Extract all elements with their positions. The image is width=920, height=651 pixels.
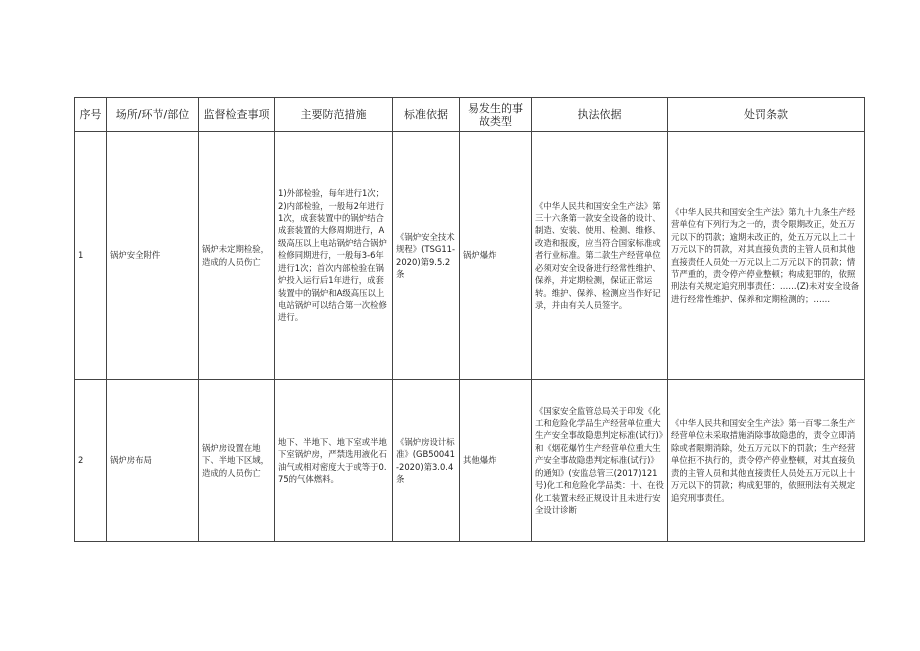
header-standard: 标准依据 [393, 98, 460, 132]
row-standard: 《锅炉安全技术规程》(TSG11-2020)第9.5.2条 [393, 132, 460, 380]
row-place: 锅炉安全附件 [107, 132, 199, 380]
row-penalty: 《中华人民共和国安全生产法》第一百零二条生产经营单位未采取措施消除事故隐患的，责令立即消除或者限期消除，处五万元以下的罚款；生产经营单位拒不执行的，责令停产停业整顿，对其直接负责的主管人员和其他直接责任人员处五万元以上十万元以下的罚款；构成犯罪的，依照刑法有关规定追究刑事责任。 [668, 380, 865, 542]
row-law: 《国家安全监管总局关于印发《化工和危险化学品生产经营单位重大生产安全事故隐患判定标准(试行)》和《烟花爆竹生产经营单位重大生产安全事故隐患判定标准(试行)》的通知》(安监总管三(2017)121号)化工和危险化学品类：十、在役化工装置未经正规设计且未进行安全设计诊断 [532, 380, 668, 542]
row-accident: 其他爆炸 [460, 380, 532, 542]
row-place: 锅炉房布局 [107, 380, 199, 542]
row-measures: 1)外部检验，每年进行1次；2)内部检验，一般每2年进行1次，成套装置中的锅炉结合成套装置的大修周期进行，A级高压以上电站锅炉结合锅炉检修同期进行，一般每3-6年进行1次；首次内部检验在锅炉投入运行后1年进行，成套装置中的锅炉和A级高压以上电站锅炉可以结合第一次检修进行。 [275, 132, 393, 380]
table-row [75, 380, 865, 542]
header-measures: 主要防范措施 [275, 98, 393, 132]
row-item: 锅炉房设置在地下、半地下区域，造成的人员伤亡 [199, 380, 275, 542]
inspection-table [74, 97, 865, 542]
header-penalty: 处罚条款 [668, 98, 865, 132]
row-accident: 锅炉爆炸 [460, 132, 532, 380]
row-standard: 《锅炉房设计标准》(GB50041-2020)第3.0.4条 [393, 380, 460, 542]
table-header-row [75, 98, 865, 132]
header-seq: 序号 [75, 98, 107, 132]
row-seq: 2 [75, 380, 107, 542]
table-row [75, 132, 865, 380]
header-place: 场所/环节/部位 [107, 98, 199, 132]
header-accident: 易发生的事故类型 [460, 98, 532, 132]
row-measures: 地下、半地下、地下室或半地下室锅炉房，严禁选用液化石油气或相对密度大于或等于0.75的气体燃料。 [275, 380, 393, 542]
row-law: 《中华人民共和国安全生产法》第三十六条第一款安全设备的设计、制造、安装、使用、检测、维修、改造和报废，应当符合国家标准或者行业标准。第二款生产经营单位必须对安全设备进行经常性维护、保养，并定期检测，保证正常运转。维护、保养、检测应当作好记录，并由有关人员签字。 [532, 132, 668, 380]
header-item: 监督检查事项 [199, 98, 275, 132]
row-penalty: 《中华人民共和国安全生产法》第九十九条生产经营单位有下列行为之一的，责令限期改正，处五万元以下的罚款；逾期未改正的，处五万元以上二十万元以下的罚款，对其直接负责的主管人员和其他直接责任人员处一万元以上二万元以下的罚款；情节严重的，责令停产停业整顿；构成犯罪的，依照刑法有关规定追究刑事责任：……(Z)未对安全设备进行经常性维护、保养和定期检测的；…… [668, 132, 865, 380]
header-law: 执法依据 [532, 98, 668, 132]
row-seq: 1 [75, 132, 107, 380]
row-item: 锅炉未定期检验，造成的人员伤亡 [199, 132, 275, 380]
